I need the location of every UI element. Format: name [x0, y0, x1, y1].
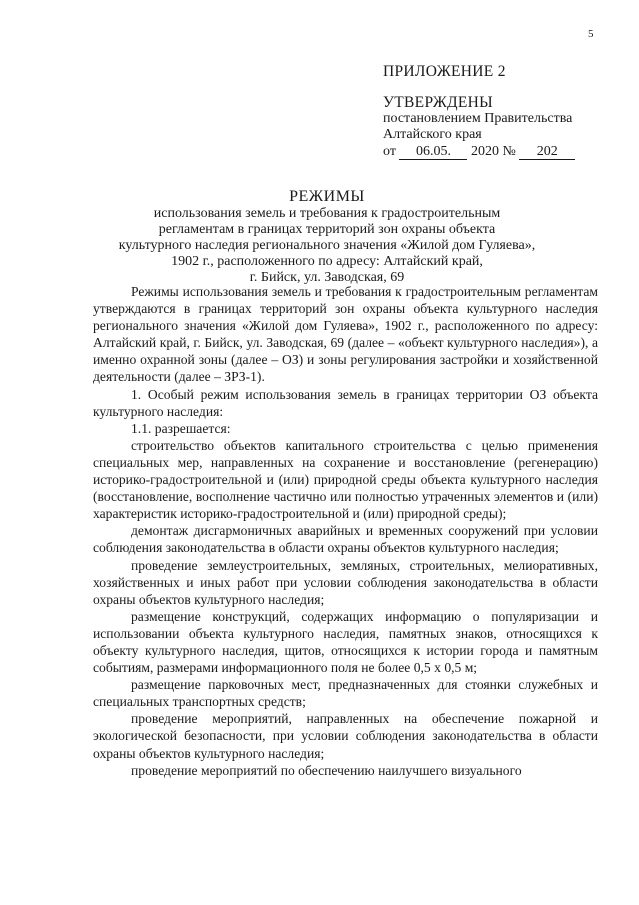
title-line: 1902 г., расположенного по адресу: Алтайский край, [171, 254, 483, 269]
date-value: 06.05. [399, 145, 467, 160]
paragraph-intro: Режимы использования земель и требования к градостроительным регламентам утверждаются в границах территорий зон охраны объекта культурного наследия регионального значения «Жилой дом Гуляева», 1902 г., расположенного по адресу: Алтайский край, г. Бийск, ул. Заводская, 69 (далее – «объект культурного наследия»), а именно охранной зоны (далее – ОЗ) и зоны регулирования застройки и хозяйственной деятельности (далее – ЗРЗ-1). [93, 284, 598, 385]
paragraph-item: проведение мероприятий по обеспечению наилучшего визуального [131, 762, 522, 778]
date-year: 2020 № [470, 144, 516, 159]
title-line: регламентам в границах территорий зон охраны объекта [158, 222, 496, 237]
paragraph-subsection-1-1: 1.1. разрешается: [131, 420, 231, 436]
document-number: 202 [519, 145, 575, 160]
document-body [93, 283, 598, 779]
document-heading: РЕЖИМЫ [289, 188, 365, 205]
date-prefix: от [383, 144, 396, 159]
appendix-label: ПРИЛОЖЕНИЕ 2 [383, 63, 506, 80]
paragraph-item: строительство объектов капитального строительства с целью применения специальных мер, направленных на сохранение и восстановление (регенерацию) историко-градостроительной и (или) природной среды объекта культурного наследия (восстановление, восполнение частично или полностью утраченных элементов и (или) характеристик историко-градостроительной и (или) природной среды); [93, 437, 598, 522]
title-line: культурного наследия регионального значения «Жилой дом Гуляева», [118, 238, 536, 253]
approval-block [383, 64, 623, 160]
approval-dateline [383, 143, 623, 160]
approval-line-2: Алтайского края [383, 127, 482, 142]
paragraph-item: размещение парковочных мест, предназначенных для стоянки служебных и специальных транспортных средств; [93, 677, 598, 710]
paragraph-item: демонтаж дисгармоничных аварийных и временных сооружений при условии соблюдения законодательства в области охраны объектов культурного наследия; [93, 523, 598, 556]
title-line: использования земель и требования к градостроительным [153, 206, 501, 221]
approval-line-1: постановлением Правительства [383, 111, 573, 126]
title-line: г. Бийск, ул. Заводская, 69 [249, 270, 405, 285]
paragraph-item: размещение конструкций, содержащих информацию о популяризации и использовании объекта культурного наследия, памятных знаков, относящихся к объекту культурного наследия, щитов, относящихся к истории города и памятным событиям, размерами информационного поля не более 0,5 х 0,5 м; [93, 608, 598, 676]
paragraph-item: проведение землеустроительных, земляных, строительных, мелиоративных, хозяйственных и иных работ при условии соблюдения законодательства в области охраны объектов культурного наследия; [93, 557, 598, 607]
approved-label: УТВЕРЖДЕНЫ [383, 94, 493, 111]
page-number: 5 [588, 28, 594, 40]
paragraph-section-1: 1. Особый режим использования земель в границах территории ОЗ объекта культурного наследия: [93, 386, 598, 419]
document-title-block [92, 188, 562, 286]
paragraph-item: проведение мероприятий, направленных на обеспечение пожарной и экологической безопасности, при условии соблюдения законодательства в области охраны объектов культурного наследия; [93, 711, 598, 761]
